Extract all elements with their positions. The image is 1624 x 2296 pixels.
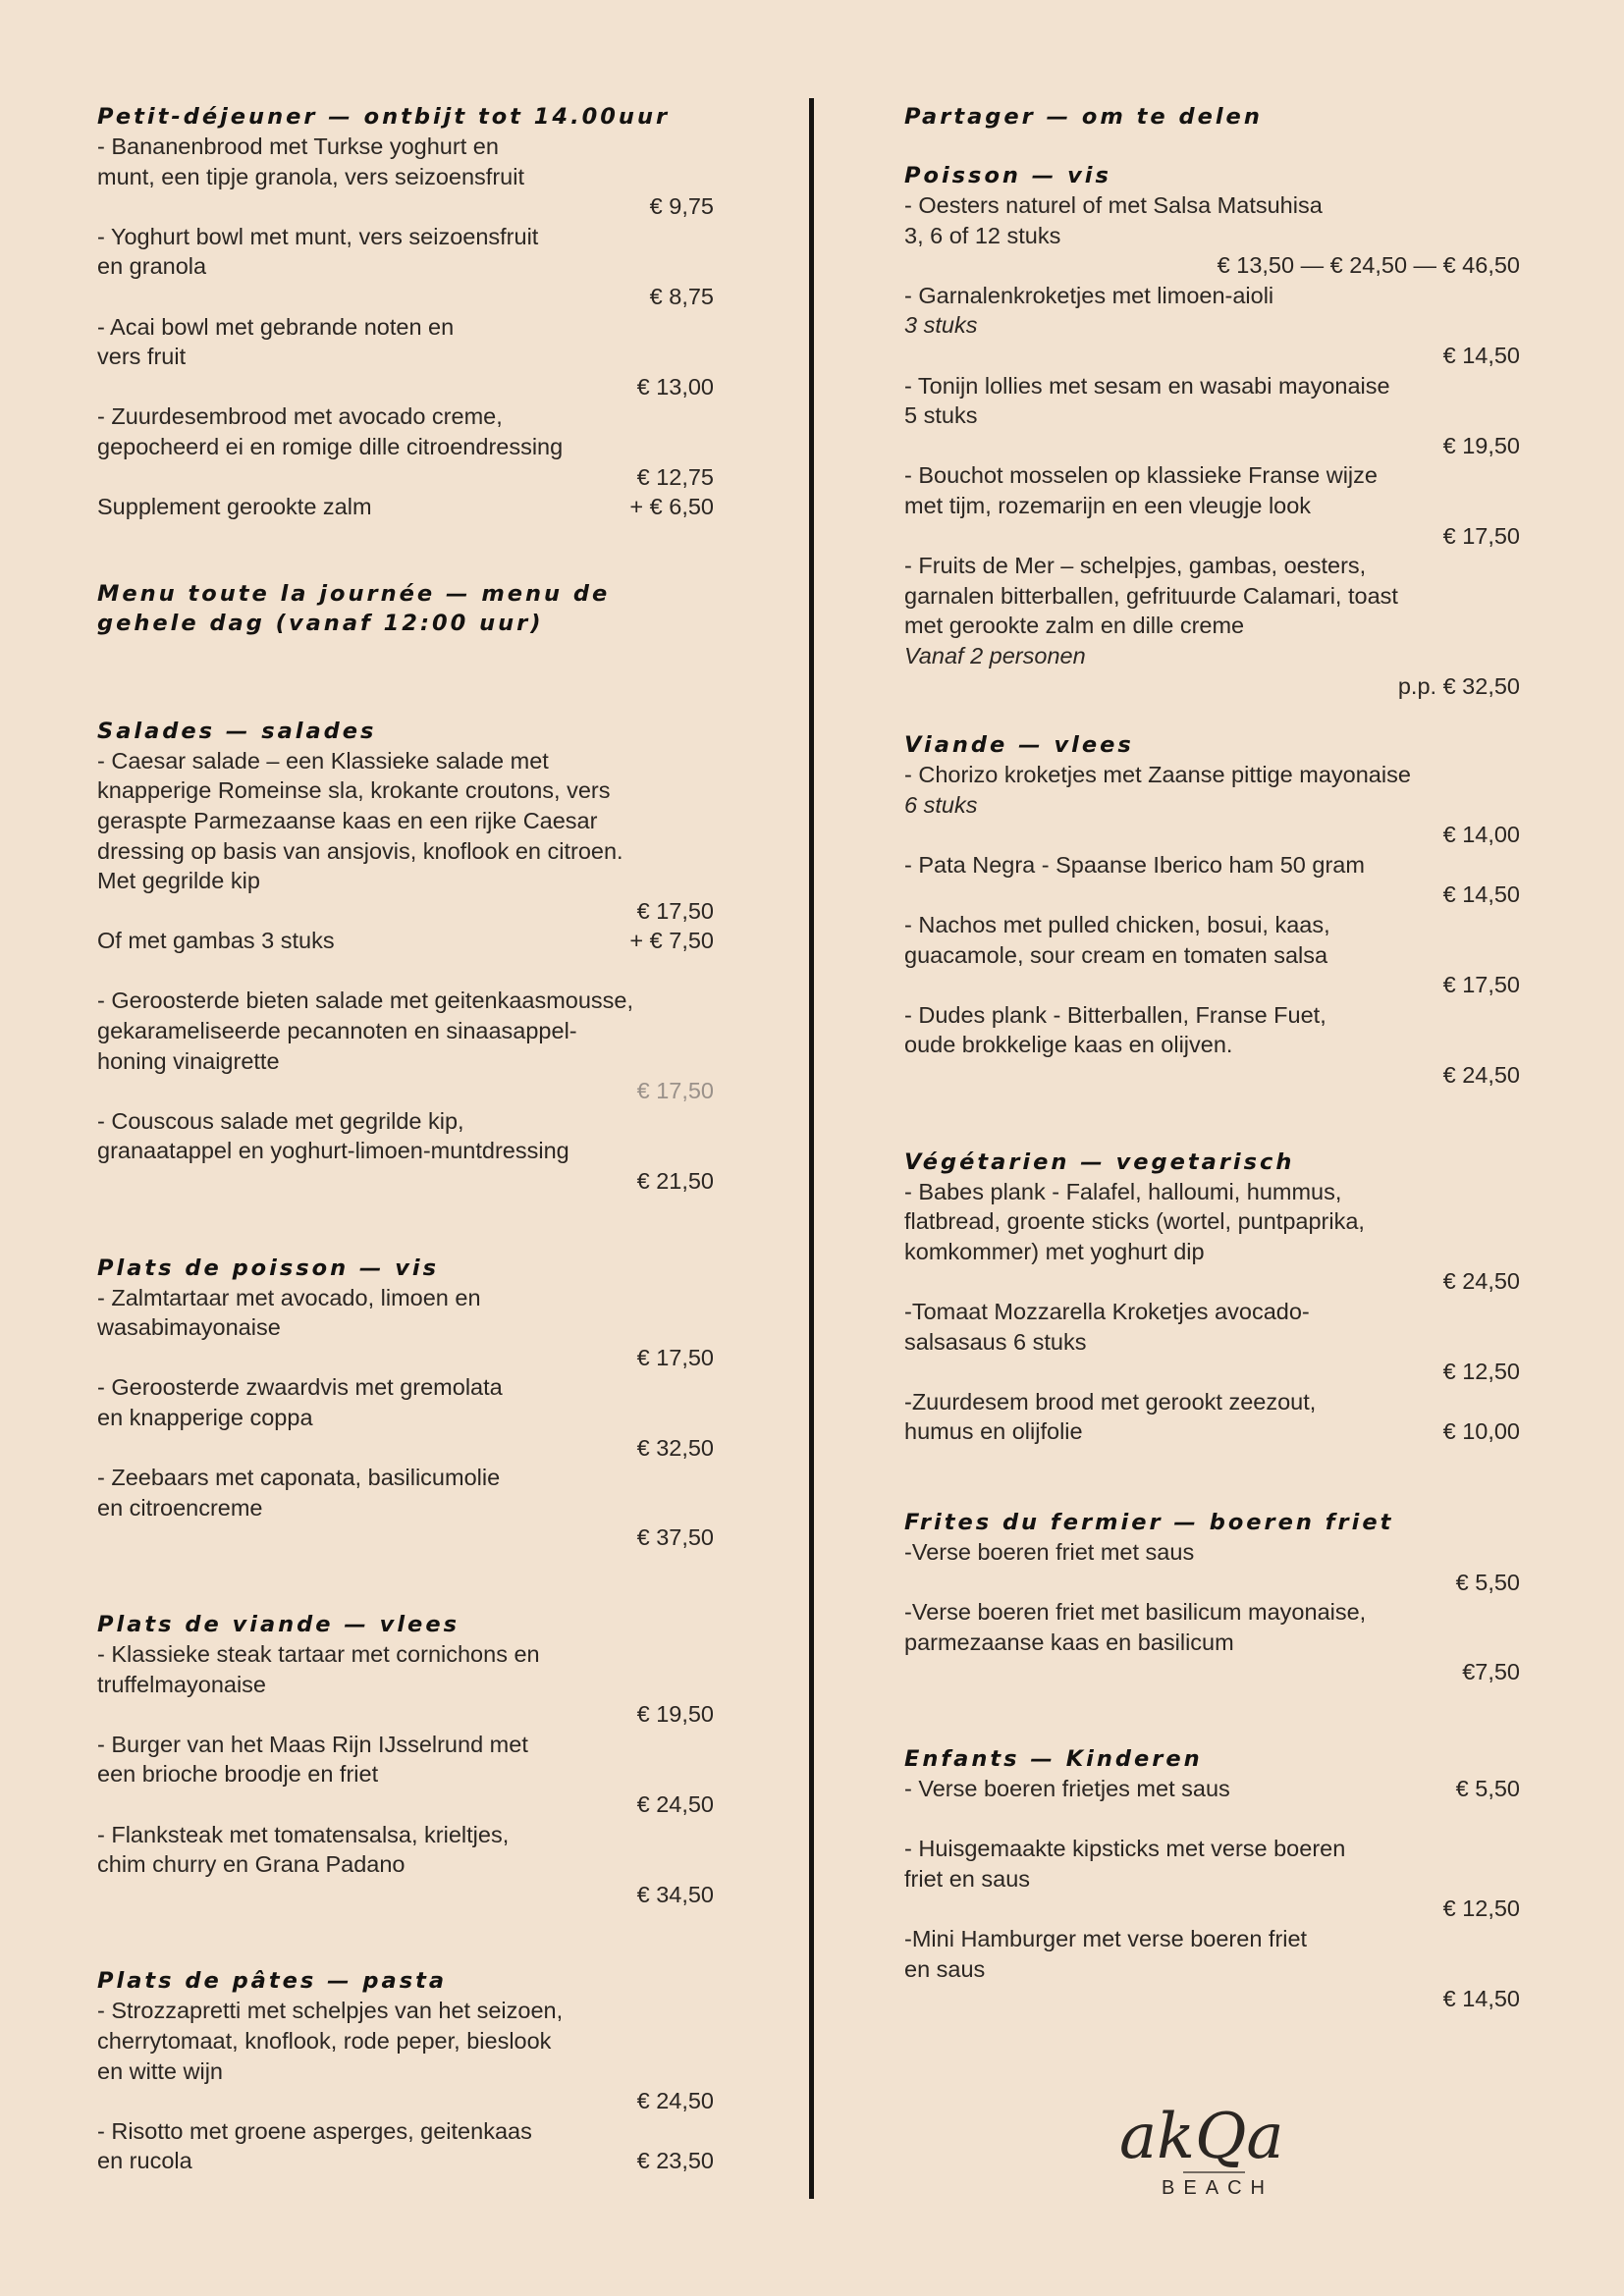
right-column xyxy=(904,102,1520,2071)
section-heading: Partager — om te delen xyxy=(904,104,1263,130)
item-description: en saus xyxy=(904,1955,986,1982)
menu-item xyxy=(904,1834,1520,1924)
item-description: knapperige Romeinse sla, krokante croutons, vers xyxy=(97,777,611,804)
item-description: honing vinaigrette xyxy=(97,1047,280,1074)
item-description: - Klassieke steak tartaar met cornichons en xyxy=(97,1640,540,1667)
item-note: 6 stuks xyxy=(904,791,978,818)
item-price: € 17,50 xyxy=(636,1344,714,1370)
item-note: Vanaf 2 personen xyxy=(904,642,1086,668)
menu-section xyxy=(97,1610,714,1909)
item-price: € 24,50 xyxy=(636,2088,714,2114)
menu-item xyxy=(97,1463,714,1553)
item-price: € 34,50 xyxy=(636,1881,714,1907)
menu-section xyxy=(904,1744,1520,2014)
item-description: - Oesters naturel of met Salsa Matsuhisa xyxy=(904,192,1323,218)
section-heading: Végétarien — vegetarisch xyxy=(904,1148,1295,1175)
item-description: - Zeebaars met caponata, basilicumolie xyxy=(97,1465,501,1491)
menu-item xyxy=(904,1387,1520,1447)
menu-item xyxy=(97,1996,714,2115)
menu-item xyxy=(904,190,1520,281)
item-description: friet en saus xyxy=(904,1865,1031,1892)
menu-item xyxy=(97,926,714,986)
item-price: € 9,75 xyxy=(649,193,714,220)
item-description: - Bouchot mosselen op klassieke Franse wijze xyxy=(904,462,1378,489)
item-price: € 14,50 xyxy=(1442,342,1520,368)
item-price: € 32,50 xyxy=(636,1434,714,1461)
item-description: Met gegrilde kip xyxy=(97,868,260,894)
section-heading: Frites du fermier — boeren friet xyxy=(904,1509,1394,1535)
item-price: € 17,50 xyxy=(1442,522,1520,549)
menu-section xyxy=(97,1254,714,1553)
menu-item xyxy=(904,850,1520,910)
section-heading: Menu toute la journée — menu de xyxy=(97,580,611,607)
item-description: - Tonijn lollies met sesam en wasabi mayonaise xyxy=(904,372,1390,399)
item-description: garnalen bitterballen, gefrituurde Calamari, toast xyxy=(904,582,1398,609)
item-description: 3, 6 of 12 stuks xyxy=(904,222,1061,248)
menu-item xyxy=(97,492,714,522)
item-description: - Zuurdesembrood met avocado creme, xyxy=(97,403,503,430)
menu-section xyxy=(97,579,714,638)
menu-section xyxy=(904,1148,1520,1447)
item-row xyxy=(97,492,714,522)
menu-item xyxy=(97,1730,714,1820)
menu-section xyxy=(904,1508,1520,1687)
menu-item xyxy=(904,760,1520,850)
item-description: - Flanksteak met tomatensalsa, krieltjes, xyxy=(97,1821,510,1847)
item-description: - Burger van het Maas Rijn IJsselrund met xyxy=(97,1731,528,1757)
item-row xyxy=(904,1774,1520,1804)
section-heading: Salades — salades xyxy=(97,718,377,744)
item-description: granaatappel en yoghurt-limoen-muntdressing xyxy=(97,1138,569,1164)
item-description: gekarameliseerde pecannoten en sinaasappel- xyxy=(97,1018,577,1044)
item-description: - Nachos met pulled chicken, bosui, kaas, xyxy=(904,912,1330,938)
item-description: -Verse boeren friet met saus xyxy=(904,1538,1195,1565)
item-description: - Garnalenkroketjes met limoen-aioli xyxy=(904,282,1274,308)
menu-item xyxy=(97,746,714,927)
item-price: € 10,00 xyxy=(1442,1418,1520,1445)
item-description: -Mini Hamburger met verse boeren friet xyxy=(904,1925,1308,1951)
item-description: en rucola xyxy=(97,2148,192,2174)
item-description: - Geroosterde bieten salade met geitenkaasmousse, xyxy=(97,988,634,1014)
item-price: € 19,50 xyxy=(1442,432,1520,458)
item-price: € 12,75 xyxy=(636,463,714,490)
item-description: flatbread, groente sticks (wortel, puntpaprika, xyxy=(904,1208,1365,1235)
item-description: cherrytomaat, knoflook, rode peper, bieslook xyxy=(97,2027,552,2054)
item-description: - Risotto met groene asperges, geitenkaas xyxy=(97,2117,532,2144)
menu-section xyxy=(97,1966,714,2176)
item-price: € 21,50 xyxy=(636,1168,714,1195)
item-description: - Acai bowl met gebrande noten en xyxy=(97,313,455,340)
menu-item xyxy=(97,1283,714,1373)
menu-item xyxy=(97,222,714,312)
item-row xyxy=(97,2146,714,2176)
item-description: salsasaus 6 stuks xyxy=(904,1328,1087,1355)
section-heading-line2: gehele dag (vanaf 12:00 uur) xyxy=(97,610,544,636)
item-description: dressing op basis van ansjovis, knoflook en citroen. xyxy=(97,837,623,864)
item-description: en granola xyxy=(97,253,207,280)
menu-item xyxy=(97,1372,714,1463)
item-price: p.p. € 32,50 xyxy=(1397,672,1520,699)
menu-item xyxy=(97,1106,714,1197)
section-heading: Petit-déjeuner — ontbijt tot 14.00uur xyxy=(97,104,671,130)
menu-item xyxy=(904,1000,1520,1091)
item-description: - Bananenbrood met Turkse yoghurt en xyxy=(97,133,499,159)
item-description: en knapperige coppa xyxy=(97,1405,313,1430)
item-description: - Huisgemaakte kipsticks met verse boeren xyxy=(904,1836,1346,1862)
menu-item xyxy=(97,1820,714,1910)
spacer xyxy=(97,956,714,987)
item-description: en citroencreme xyxy=(97,1494,263,1521)
item-price: € 13,00 xyxy=(636,373,714,400)
item-description: komkommer) met yoghurt dip xyxy=(904,1238,1205,1264)
item-price: € 17,50 xyxy=(636,897,714,924)
item-price: € 14,50 xyxy=(1442,881,1520,908)
item-description: -Verse boeren friet met basilicum mayonaise, xyxy=(904,1599,1367,1626)
item-price: € 37,50 xyxy=(636,1524,714,1551)
menu-item xyxy=(904,371,1520,461)
menu-item xyxy=(904,1537,1520,1597)
item-description: - Strozzapretti met schelpjes van het seizoen, xyxy=(97,1998,564,2024)
item-description: truffelmayonaise xyxy=(97,1671,266,1697)
section-heading: Enfants — Kinderen xyxy=(904,1745,1203,1772)
item-description: - Dudes plank - Bitterballen, Franse Fuet, xyxy=(904,1001,1326,1028)
item-description: - Fruits de Mer – schelpjes, gambas, oesters, xyxy=(904,553,1367,579)
item-description: met gerookte zalm en dille creme xyxy=(904,613,1245,639)
item-row xyxy=(904,1416,1520,1447)
item-row xyxy=(97,926,714,956)
item-description: guacamole, sour cream en tomaten salsa xyxy=(904,941,1328,968)
item-price: € 14,50 xyxy=(1442,1986,1520,2012)
item-price: € 12,50 xyxy=(1442,1359,1520,1385)
item-price: € 23,50 xyxy=(636,2148,714,2174)
item-price: €7,50 xyxy=(1462,1659,1520,1685)
item-description: - Geroosterde zwaardvis met gremolata xyxy=(97,1374,503,1401)
item-description: - Chorizo kroketjes met Zaanse pittige mayonaise xyxy=(904,762,1411,788)
item-description: met tijm, rozemarijn en een vleugje look xyxy=(904,492,1312,518)
item-description: chim churry en Grana Padano xyxy=(97,1851,406,1878)
section-heading: Plats de viande — vlees xyxy=(97,1611,460,1637)
item-description: -Zuurdesem brood met gerookt zeezout, xyxy=(904,1388,1317,1415)
item-description: gepocheerd ei en romige dille citroendressing xyxy=(97,433,564,459)
item-description: - Caesar salade – een Klassieke salade met xyxy=(97,747,549,774)
item-description: en witte wijn xyxy=(97,2057,223,2084)
menu-section xyxy=(904,161,1520,701)
item-price: + € 6,50 xyxy=(629,494,714,520)
menu-item xyxy=(904,281,1520,371)
item-description: oude brokkelige kaas en olijven. xyxy=(904,1032,1233,1058)
item-description: - Verse boeren frietjes met saus xyxy=(904,1775,1230,1801)
item-description: - Zalmtartaar met avocado, limoen en xyxy=(97,1284,481,1310)
section-heading: Poisson — vis xyxy=(904,163,1111,188)
menu-section xyxy=(904,730,1520,1091)
item-description: - Couscous salade met gegrilde kip, xyxy=(97,1107,464,1134)
item-description: humus en olijfolie xyxy=(904,1418,1083,1445)
item-price: € 5,50 xyxy=(1455,1569,1520,1595)
item-description: munt, een tipje granola, vers seizoensfruit xyxy=(97,163,524,189)
item-price: € 14,00 xyxy=(1442,822,1520,848)
left-column xyxy=(97,102,714,2233)
menu-item xyxy=(97,401,714,492)
item-description: parmezaanse kaas en basilicum xyxy=(904,1629,1234,1655)
logo-script: akQa xyxy=(1119,2101,1284,2173)
menu-item xyxy=(97,1639,714,1730)
menu-item xyxy=(904,551,1520,701)
item-price: € 24,50 xyxy=(1442,1062,1520,1089)
item-price: € 19,50 xyxy=(636,1701,714,1728)
menu-item xyxy=(904,1597,1520,1687)
item-description: - Babes plank - Falafel, halloumi, hummus, xyxy=(904,1178,1342,1204)
item-price: € 12,50 xyxy=(1442,1896,1520,1922)
item-description: wasabimayonaise xyxy=(97,1314,281,1341)
item-note: 3 stuks xyxy=(904,312,978,339)
menu-section xyxy=(904,102,1520,132)
item-description: geraspte Parmezaanse kaas en een rijke Caesar xyxy=(97,807,598,833)
column-divider xyxy=(809,98,814,2199)
section-heading: Plats de pâtes — pasta xyxy=(97,1968,448,1995)
section-heading: Viande — vlees xyxy=(904,732,1134,759)
menu-item xyxy=(904,910,1520,1000)
item-description: Supplement gerookte zalm xyxy=(97,494,372,520)
menu-item xyxy=(904,460,1520,551)
item-description: - Pata Negra - Spaanse Iberico ham 50 gram xyxy=(904,851,1365,878)
item-price: + € 7,50 xyxy=(629,928,714,954)
menu-section xyxy=(97,717,714,1197)
item-description: -Tomaat Mozzarella Kroketjes avocado- xyxy=(904,1299,1310,1324)
menu-item xyxy=(97,312,714,402)
item-description: Of met gambas 3 stuks xyxy=(97,928,335,954)
item-price: € 5,50 xyxy=(1455,1775,1520,1801)
item-price: € 24,50 xyxy=(1442,1268,1520,1295)
menu-item xyxy=(904,1774,1520,1834)
menu-item xyxy=(97,2116,714,2176)
spacer xyxy=(904,1804,1520,1835)
item-price: € 17,50 xyxy=(1442,972,1520,998)
menu-item xyxy=(97,986,714,1105)
item-price: € 17,50 xyxy=(636,1078,714,1104)
section-heading: Plats de poisson — vis xyxy=(97,1255,440,1281)
item-price: € 24,50 xyxy=(636,1790,714,1817)
menu-item xyxy=(904,1177,1520,1297)
item-description: een brioche broodje en friet xyxy=(97,1761,379,1788)
logo-beach-word: BEACH xyxy=(1162,2177,1273,2199)
item-description: vers fruit xyxy=(97,344,187,370)
menu-item xyxy=(97,132,714,222)
item-price: € 13,50 — € 24,50 — € 46,50 xyxy=(1217,252,1520,279)
item-price: € 8,75 xyxy=(649,283,714,309)
item-description: 5 stuks xyxy=(904,402,978,429)
menu-item xyxy=(904,1924,1520,2014)
menu-section xyxy=(97,102,714,522)
menu-item xyxy=(904,1297,1520,1387)
item-description: - Yoghurt bowl met munt, vers seizoensfruit xyxy=(97,223,539,249)
